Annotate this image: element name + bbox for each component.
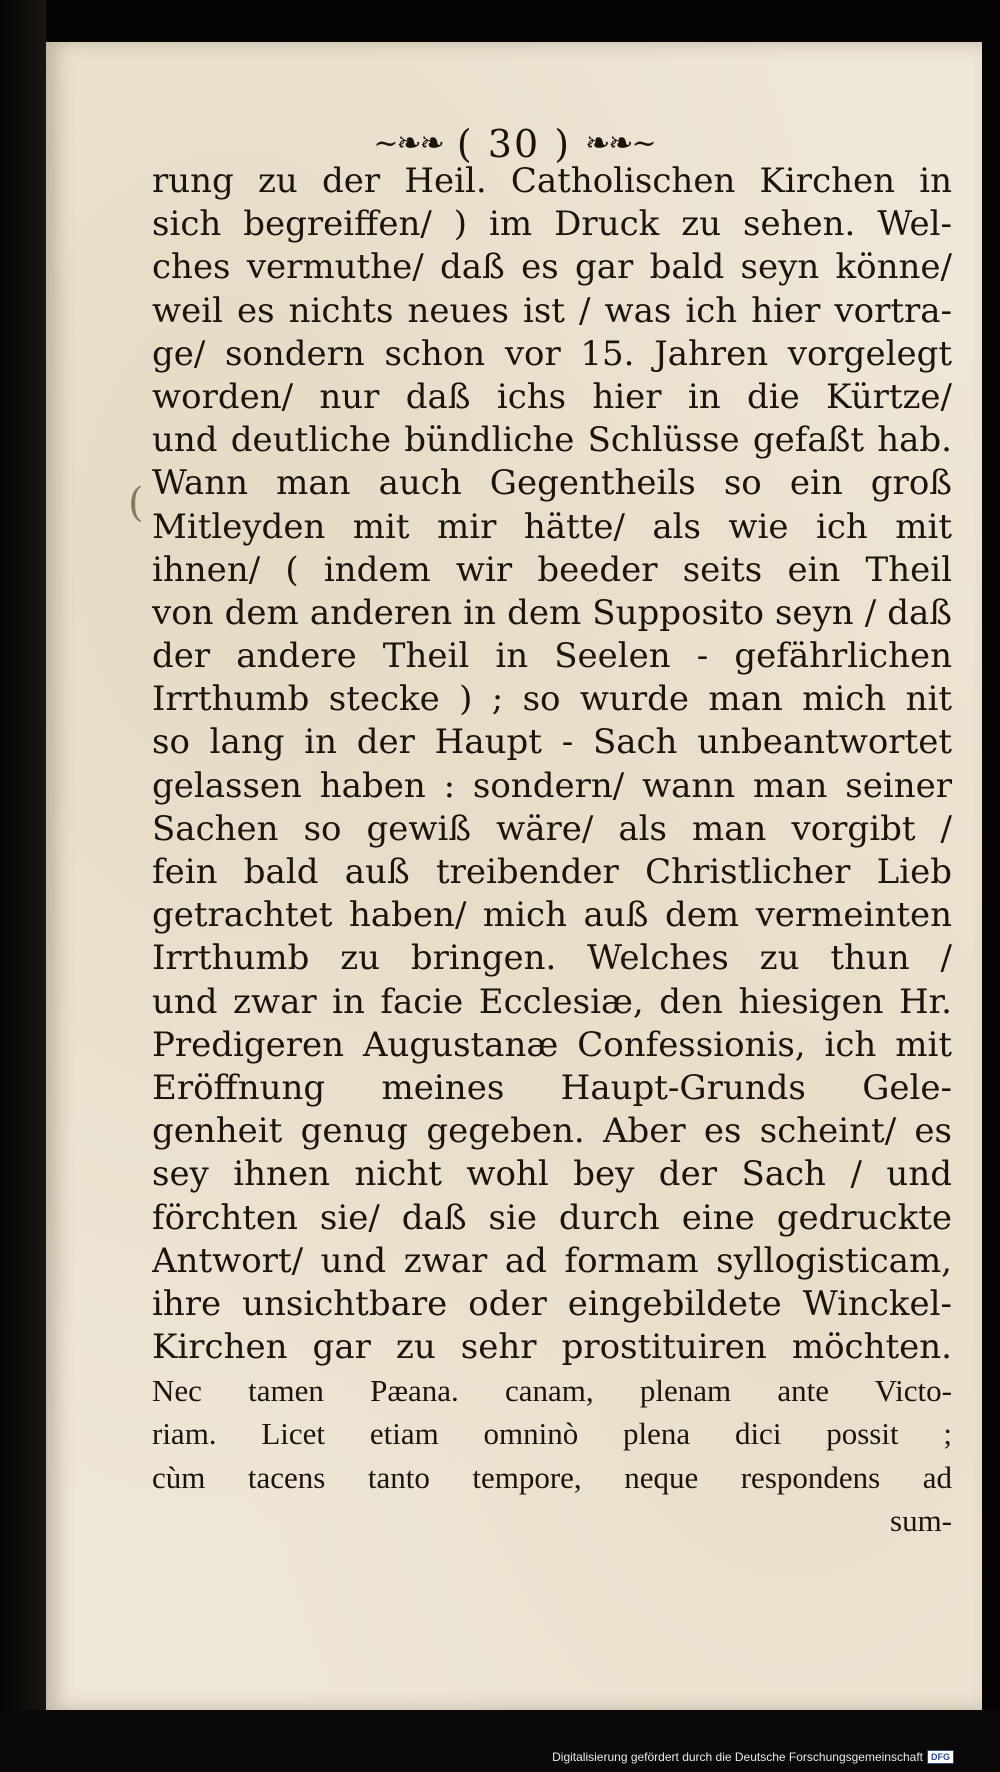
text-line: fein bald auß treibender Christlicher Lieb [152, 852, 952, 892]
text-line: so lang in der Haupt - Sach unbeantwortet [152, 722, 952, 763]
text-line: getrachtet haben/ mich auß dem vermeinten [152, 895, 952, 936]
text-line: Predigeren Augustanæ Confessionis, ich mit [152, 1024, 952, 1065]
text-line: von dem anderen in dem Supposito seyn / daß [152, 592, 952, 633]
text-line: Irrthumb zu bringen. Welches zu thun / [152, 938, 952, 979]
text-line: sich begreiffen/ ) im Druck zu sehen. Wel- [152, 204, 952, 245]
text-line: gelassen haben : sondern/ wann man seiner [152, 765, 952, 806]
footer-credit [552, 1750, 954, 1764]
scan-border-top [0, 0, 1000, 42]
text-line: und zwar in facie Ecclesiæ, den hiesigen Hr. [152, 981, 952, 1022]
text-line: sey ihnen nicht wohl bey der Sach / und [152, 1154, 952, 1195]
text-line: Wann man auch Gegentheils so ein groß [152, 463, 952, 504]
page-number: ( 30 ) [456, 122, 572, 166]
text-line: rung zu der Heil. Catholischen Kirchen in [152, 161, 952, 201]
text-line: ge/ sondern schon vor 15. Jahren vorgelegt [152, 333, 952, 374]
text-line: Eröffnung meines Haupt-Grunds Gele- [152, 1067, 952, 1108]
latin-text-line: Nec tamen Pæana. canam, plenam ante Victo- [152, 1373, 952, 1409]
text-line: der andere Theil in Seelen - gefährlichen [152, 636, 952, 677]
text-line: förchten sie/ daß sie durch eine gedruckte [152, 1197, 952, 1238]
ornament-left-icon: ~❧❧ [373, 126, 443, 161]
text-block [152, 160, 952, 1542]
latin-text-line: riam. Licet etiam omninò plena dici possit ; [152, 1416, 952, 1452]
text-line: Kirchen gar zu sehr prostituiren möchten. [152, 1327, 952, 1368]
text-line: genheit genug gegeben. Aber es scheint/ es [152, 1111, 952, 1152]
text-line: Mitleyden mit mir hätte/ als wie ich mit [152, 506, 952, 547]
text-line: worden/ nur daß ichs hier in die Kürtze/ [152, 376, 952, 417]
text-line: Sachen so gewiß wäre/ als man vorgibt / [152, 808, 952, 849]
text-line: Irrthumb stecke ) ; so wurde man mich nit [152, 679, 952, 720]
text-line: und deutliche bündliche Schlüsse gefaßt hab. [152, 420, 952, 461]
text-line: ches vermuthe/ daß es gar bald seyn könne/ [152, 247, 952, 288]
text-line: Antwort/ und zwar ad formam syllogisticam, [152, 1240, 952, 1281]
credit-text: Digitalisierung gefördert durch die Deutsche Forschungsgemeinschaft [552, 1750, 923, 1764]
text-line: ihre unsichtbare oder eingebildete Winckel- [152, 1283, 952, 1324]
text-line: weil es nichts neues ist / was ich hier vortra- [152, 290, 952, 331]
margin-mark: ( [128, 480, 144, 526]
scan-border-left [0, 0, 46, 1772]
text-line: ihnen/ ( indem wir beeder seits ein Theil [152, 549, 952, 590]
scan-border-right [982, 0, 1000, 1772]
catchword: sum- [890, 1502, 952, 1538]
dfg-logo-icon: DFG [927, 1750, 954, 1764]
ornament-right-icon: ❧❧~ [585, 126, 655, 161]
latin-text-line: cùm tacens tanto tempore, neque respondens ad [152, 1459, 952, 1495]
